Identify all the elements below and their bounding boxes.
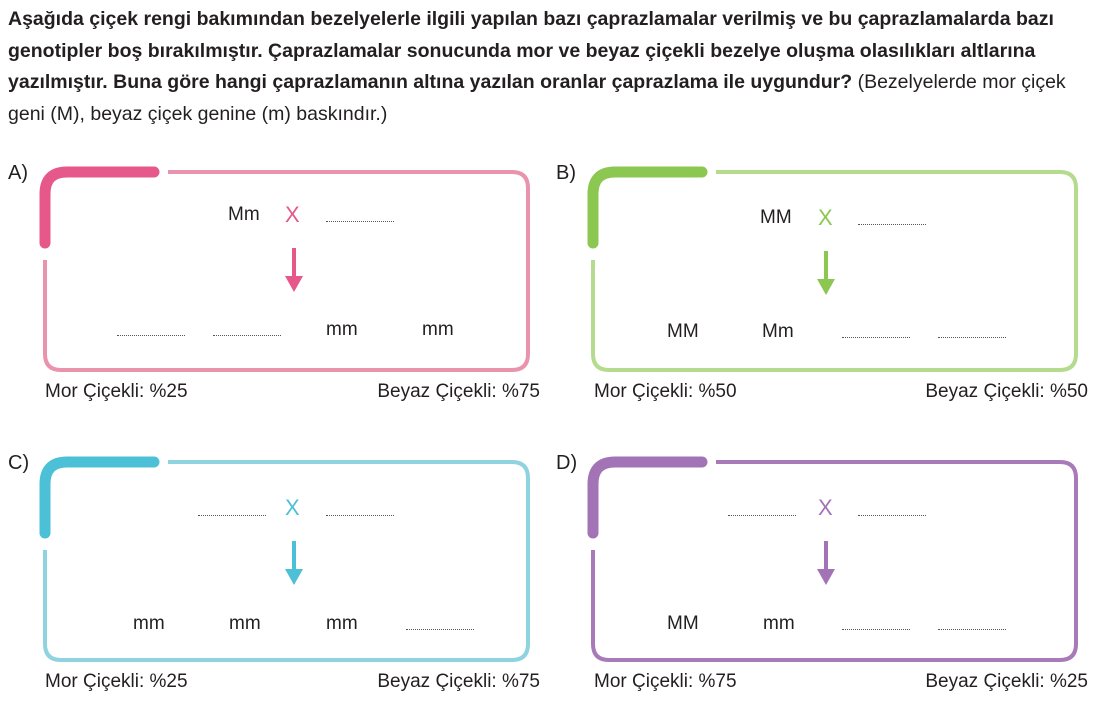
- offspring-genotype: Mm: [762, 321, 794, 342]
- white-ratio: Beyaz Çiçekli: %25: [925, 671, 1088, 692]
- option-b-panel[interactable]: [556, 162, 1095, 436]
- offspring-genotype: MM: [667, 613, 699, 634]
- cross-symbol: X: [818, 495, 833, 520]
- offspring-genotype: mm: [326, 613, 358, 634]
- offspring-blank[interactable]: [842, 337, 910, 338]
- option-a-panel[interactable]: [8, 162, 548, 436]
- option-letter: C): [8, 452, 30, 474]
- down-arrow-icon: [816, 541, 836, 587]
- offspring-genotype: mm: [133, 613, 165, 634]
- white-ratio: Beyaz Çiçekli: %75: [377, 671, 540, 692]
- offspring-genotype: mm: [326, 319, 358, 340]
- parent-2-blank[interactable]: [858, 515, 926, 516]
- offspring-genotype: mm: [422, 319, 454, 340]
- white-ratio: Beyaz Çiçekli: %50: [925, 381, 1088, 402]
- option-d-panel[interactable]: [556, 452, 1095, 726]
- parent-1-blank[interactable]: [198, 515, 266, 516]
- parent-1: Mm: [228, 204, 260, 225]
- question-note: (Bezelyelerde mor çiçek geni (M), beyaz çiçek genine (m) baskındır.): [8, 71, 1066, 125]
- cross-symbol: X: [285, 202, 300, 227]
- offspring-blank[interactable]: [117, 335, 185, 336]
- offspring-blank[interactable]: [213, 335, 281, 336]
- offspring-blank[interactable]: [938, 337, 1006, 338]
- question-text: [8, 4, 1086, 130]
- offspring-genotype: MM: [667, 321, 699, 342]
- option-letter: D): [556, 452, 578, 474]
- parent-1-blank[interactable]: [728, 515, 796, 516]
- parent-2-blank[interactable]: [326, 515, 394, 516]
- purple-ratio: Mor Çiçekli: %25: [45, 381, 188, 402]
- purple-ratio: Mor Çiçekli: %75: [594, 671, 737, 692]
- parent-2-blank[interactable]: [326, 221, 394, 222]
- purple-ratio: Mor Çiçekli: %50: [594, 381, 737, 402]
- option-letter: B): [556, 162, 576, 184]
- offspring-blank[interactable]: [938, 629, 1006, 630]
- offspring-genotype: mm: [763, 613, 795, 634]
- option-letter: A): [8, 162, 28, 184]
- down-arrow-icon: [284, 541, 304, 587]
- down-arrow-icon: [284, 248, 304, 294]
- purple-ratio: Mor Çiçekli: %25: [45, 671, 188, 692]
- cross-symbol: X: [285, 495, 300, 520]
- white-ratio: Beyaz Çiçekli: %75: [377, 381, 540, 402]
- option-c-panel[interactable]: [8, 452, 548, 726]
- offspring-blank[interactable]: [406, 629, 474, 630]
- cross-symbol: X: [818, 205, 833, 230]
- offspring-blank[interactable]: [842, 629, 910, 630]
- question-bold: Aşağıda çiçek rengi bakımından bezelyelerle ilgili yapılan bazı çaprazlamalar verilmiş ve bu çaprazlamalarda bazı genotipler boş bırakılmıştır. Çaprazlamalar sonucunda mor ve beyaz çiçekli bezelye oluşma olasılıkları altlarına yazılmıştır. Buna göre hangi çaprazlamanın altına yazılan oranlar çaprazlama ile uygundur?: [8, 8, 1054, 93]
- offspring-genotype: mm: [229, 613, 261, 634]
- parent-2-blank[interactable]: [858, 224, 926, 225]
- parent-1: MM: [760, 207, 792, 228]
- down-arrow-icon: [816, 251, 836, 297]
